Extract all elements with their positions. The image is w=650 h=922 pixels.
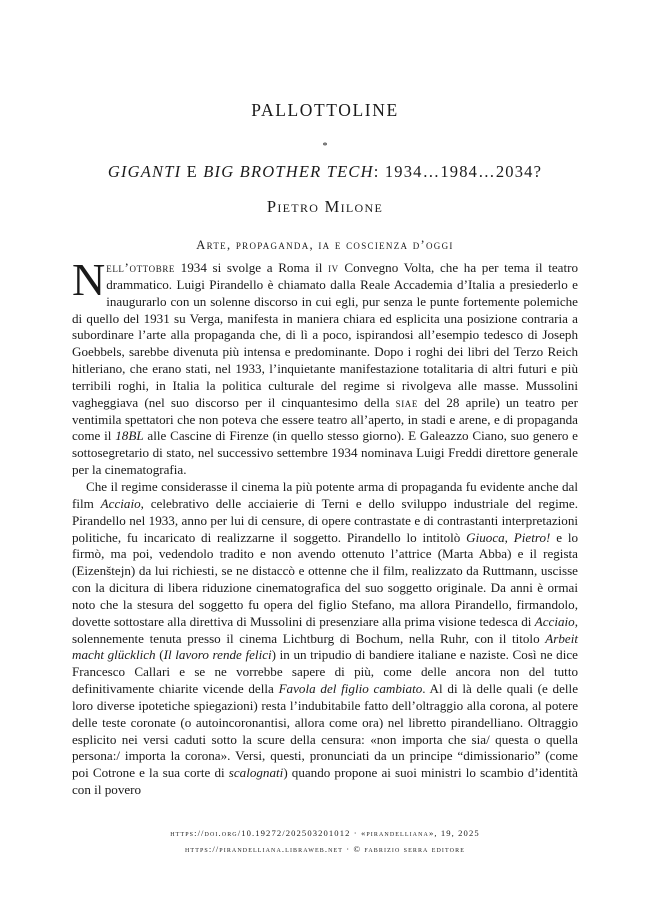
- footer-doi-line: https://doi.org/10.19272/202503201012 · «pirandelliana», 19, 2025: [170, 828, 480, 838]
- text-run: , celebrativo delle acciaierie di Terni e dello sviluppo industriale del regime. Pirandello nel 1933, anno per lui di censure, di opere contrastate e di contrastanti interpretazioni politiche, fu incaricato di realizzarne il soggetto. Pirandello lo intitolò: [72, 495, 578, 545]
- italic-run: Favola del figlio cambiato: [278, 681, 423, 697]
- paragraph-1: [72, 254, 579, 479]
- paragraph-2: [72, 479, 578, 799]
- footer-publisher-line: https://pirandelliana.libraweb.net · © fabrizio serra editore: [185, 844, 465, 854]
- italic-run: Arbeit macht glücklich: [72, 630, 578, 663]
- text-run: 1934 si svolge a Roma il: [175, 260, 329, 275]
- text-run: . Al di là delle quali (e delle loro diverse ipotetiche spiegazioni) resta l’indubitabile fatto dell’oltraggio alla corona, al potere delle teste coronate (o autoincoronantisi, allora come ora) nel libretto pirandelliano. Oltraggio esplicito nei versi caduti sotto la scure della censura: «non importa che sia/ questa o quella persona:/ importa la corona». Versi, questi, pronunciati da un principe “dimissionario” (come poi Cotrone e la sua corte di: [72, 681, 578, 781]
- italic-run: Acciaio: [534, 613, 575, 629]
- italic-run: Giuoca, Pietro!: [466, 529, 551, 545]
- separator-star: *: [322, 141, 328, 152]
- text-run: ) quando propone ai suoi ministri lo scambio d’identità con il povero: [72, 765, 578, 798]
- text-run: del 28 aprile) un teatro per ventimila spettatori che non poteva che essere teatro all’aperto, in stadi e arene, e di propaganda come il: [72, 394, 578, 444]
- small-caps-run: siae: [395, 394, 419, 410]
- italic-run: scalognati: [228, 765, 284, 781]
- drop-cap: N: [72, 254, 106, 305]
- italic-run: 18BL: [115, 428, 144, 444]
- text-run: e lo firmò, ma poi, vedendolo tradito e non avendo ottenuto l’attrice (Marta Abba) e il regista (Eizenštejn) da lui richiesti, se ne distaccò e ottenne che il film, realizzato da Ruttmann, uscisse con la dicitura di libera riduzione cinematografica del suo soggetto originale. Da anni è ormai noto che la stesura del soggetto fu opera del figlio Stefano, ma allora Pirandello, firmandolo, dovette sottostare alla direttiva di Mussolini di presenziare alla prima visione tedesca di: [72, 529, 579, 629]
- lead-small-caps: ell’ottobre: [106, 260, 176, 275]
- italic-run: Acciaio: [100, 495, 141, 511]
- article-title: [0, 162, 650, 182]
- text-run: Convegno Volta, che ha per tema il teatro drammatico. Luigi Pirandello è chiamato dalla Reale Accademia d’Italia a presiederlo e inaugurarlo con un solenne discorso in cui egli, pur senza le punte fortemente polemiche di quello del 1931 su Verga, manifesta in maniera chiara ed esplicita una posizione contraria a subordinare l’arte alla propaganda che, di lì a poco, ispirandosi all’esempio tedesco di Joseph Goebbels, sarebbe divenuta più intensa e predominante. Dopo i roghi dei libri del Terzo Reich hitleriano, che erano stati, nel 1933, l’inquietante manifestazione totalitaria di altri futuri e più terribili roghi, in Italia la politica culturale del regime si rivolgeva alle masse. Mussolini vagheggiava (nel suo discorso per il cinquantesimo della: [72, 260, 579, 410]
- text-run: Che il regime considerasse il cinema la più potente arma di propaganda fu evidente anche dal film: [72, 478, 578, 511]
- small-caps-run: iv: [328, 260, 339, 275]
- text-run: (: [155, 647, 164, 663]
- title-italic-big-brother: BIG BROTHER TECH: [203, 162, 374, 181]
- title-years: : 1934…1984…2034?: [373, 162, 543, 181]
- text-run: alle Cascine di Firenze (in quello stesso giorno). E Galeazzo Ciano, suo genero e sottosegretario di stato, nel successivo settembre 1934 nominava Luigi Freddi direttore generale per la cinematografia.: [72, 428, 578, 478]
- text-run: , solennemente tenuta presso il cinema Lichtburg di Bochum, nella Ruhr, con il titolo: [72, 613, 578, 646]
- title-italic-giganti: GIGANTI: [107, 162, 182, 181]
- author-name: Pietro Milone: [266, 197, 384, 216]
- article-body: [72, 254, 579, 799]
- italic-run: Il lavoro rende felici: [163, 647, 272, 663]
- title-conjunction: E: [181, 162, 204, 181]
- subsection-heading: Arte, propaganda, ia e coscienza d’oggi: [196, 238, 454, 252]
- section-title: PALLOTTOLINE: [251, 100, 399, 120]
- text-run: ) in un tripudio di bandiere italiane e naziste. Così ne dice Francesco Callari e se ne vorrebbe sapere di più, come delle ancora non del tutto definitivamente chiarite vicende della: [72, 647, 578, 697]
